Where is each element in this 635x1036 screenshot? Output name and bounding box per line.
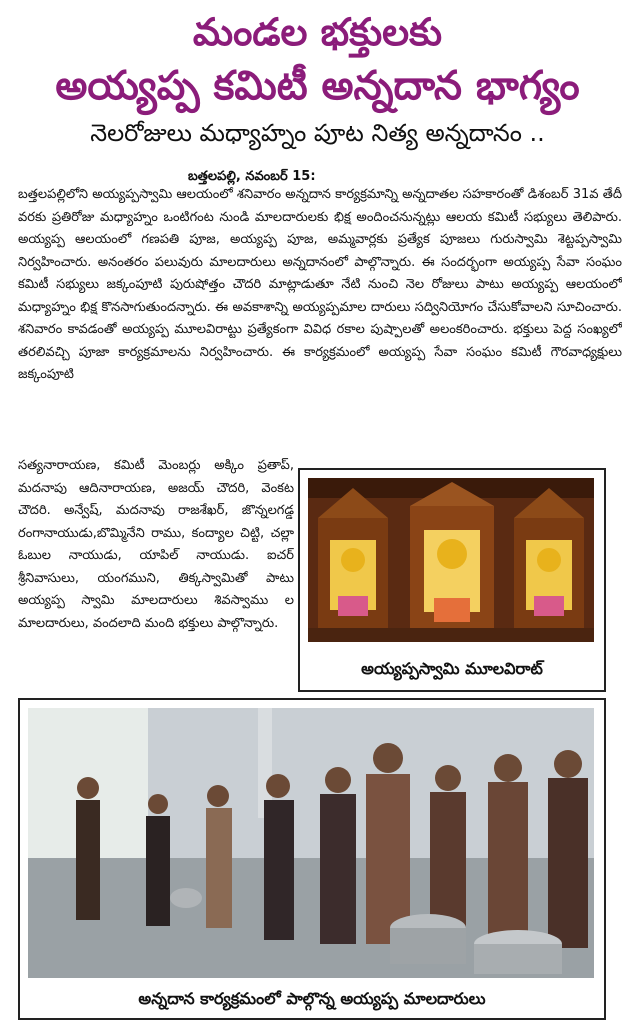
article-paragraph-narrow: సత్యనారాయణ, కమిటీ మెంబర్లు అక్కిం ప్రతాప్, మదనాపు ఆదినారాయణ, అజయ్ చౌదరి, వెంకట చౌదరి. అన్వేష్, మదనావు రాజశేఖర్, జొన్నలగడ్డ రంగానాయుడు,బొమ్మినేని రాము, కంద్యాల చిట్టి, చల్లా ఓబుల నాయుడు, యాపిల్ నాయుడు. ఐచర్ శ్రీనివాసులు, యంగముని, తిక్కస్వామితో పాటు అయ్యప్ప స్వామి మాలదారులు శివస్వాము ల మాలదారులు, వందలాది మంది భక్తులు పాల్గొన్నారు.	[18, 458, 294, 631]
headline-line-1: మండల భక్తులకు	[192, 10, 443, 54]
left-shrine	[318, 488, 388, 642]
shrine-photo-frame	[298, 468, 606, 692]
subheadline: నెలరోజులు మధ్యాహ్నం పూట నిత్య అన్నదానం ..	[90, 119, 545, 147]
article-paragraph-full: బత్తలపల్లిలోని అయ్యప్పస్వామి ఆలయంలో శనివారం అన్నదాన కార్యక్రమాన్ని అన్నదాతల సహకారంతో డిశంబర్ 31వ తేదీ వరకు ప్రతిరోజు మధ్యాహ్నం ఒంటిగంట నుండి మాలదారులకు భిక్ష అందించనున్నట్లు ఆలయ కమిటీ సభ్యులు తెలిపారు. అయ్యప్ప ఆలయంలో గణపతి పూజ, అయ్యప్ప పూజ, అమ్మవార్లకు ప్రత్యేక పూజలు గురుస్వామి శెట్టప్పస్వామి నిర్వహించారు. అనంతరం పలువురు మాలదారులు అన్నదానంలో పాల్గొన్నారు. ఈ సందర్భంగా అయ్యప్ప సేవా సంఘం కమిటీ సభ్యులు జక్కంపూటి పురుషోత్తం చౌదరి మాట్లాడుతూ నేటి నుంచి నెల రోజులు పాటు అయ్యప్ప ఆలయంలో మధ్యాహ్నం భిక్ష కొనసాగుతుందన్నారు. ఈ అవకాశాన్ని అయ్యప్పమాల దారులు సద్వినియోగం చేసుకోవాలని సూచించారు. శనివారం కావడంతో అయ్యప్ప మూలవిరాట్టు ప్రత్యేకంగా వివిధ రకాల పుష్పాలతో అలంకరించారు. భక్తులు పెద్ద సంఖ్యలో తరలివచ్చి పూజా కార్యక్రమాలను నిర్వహించారు. ఈ కార్యక్రమంలో అయ్యప్ప సేవా సంఘం కమిటీ గౌరవాధ్యక్షులు జక్కంపూటి	[18, 187, 622, 382]
annadanam-photo-caption: అన్నదాన కార్యక్రమంలో పాల్గొన్న అయ్యప్ప మాలదారులు	[138, 989, 486, 1008]
dateline: బత్తలపల్లి, నవంబర్ 15:	[188, 169, 316, 184]
right-shrine	[514, 488, 584, 642]
annadanam-photo-frame	[18, 698, 606, 1020]
center-shrine	[410, 482, 494, 642]
annadanam-photo	[28, 708, 594, 978]
shrine-photo-caption: అయ్యప్పస్వామి మూలవిరాట్	[361, 659, 543, 678]
shrine-photo	[308, 478, 594, 642]
headline-line-2: అయ్యప్ప కమిటీ అన్నదాన భాగ్యం	[55, 63, 580, 109]
